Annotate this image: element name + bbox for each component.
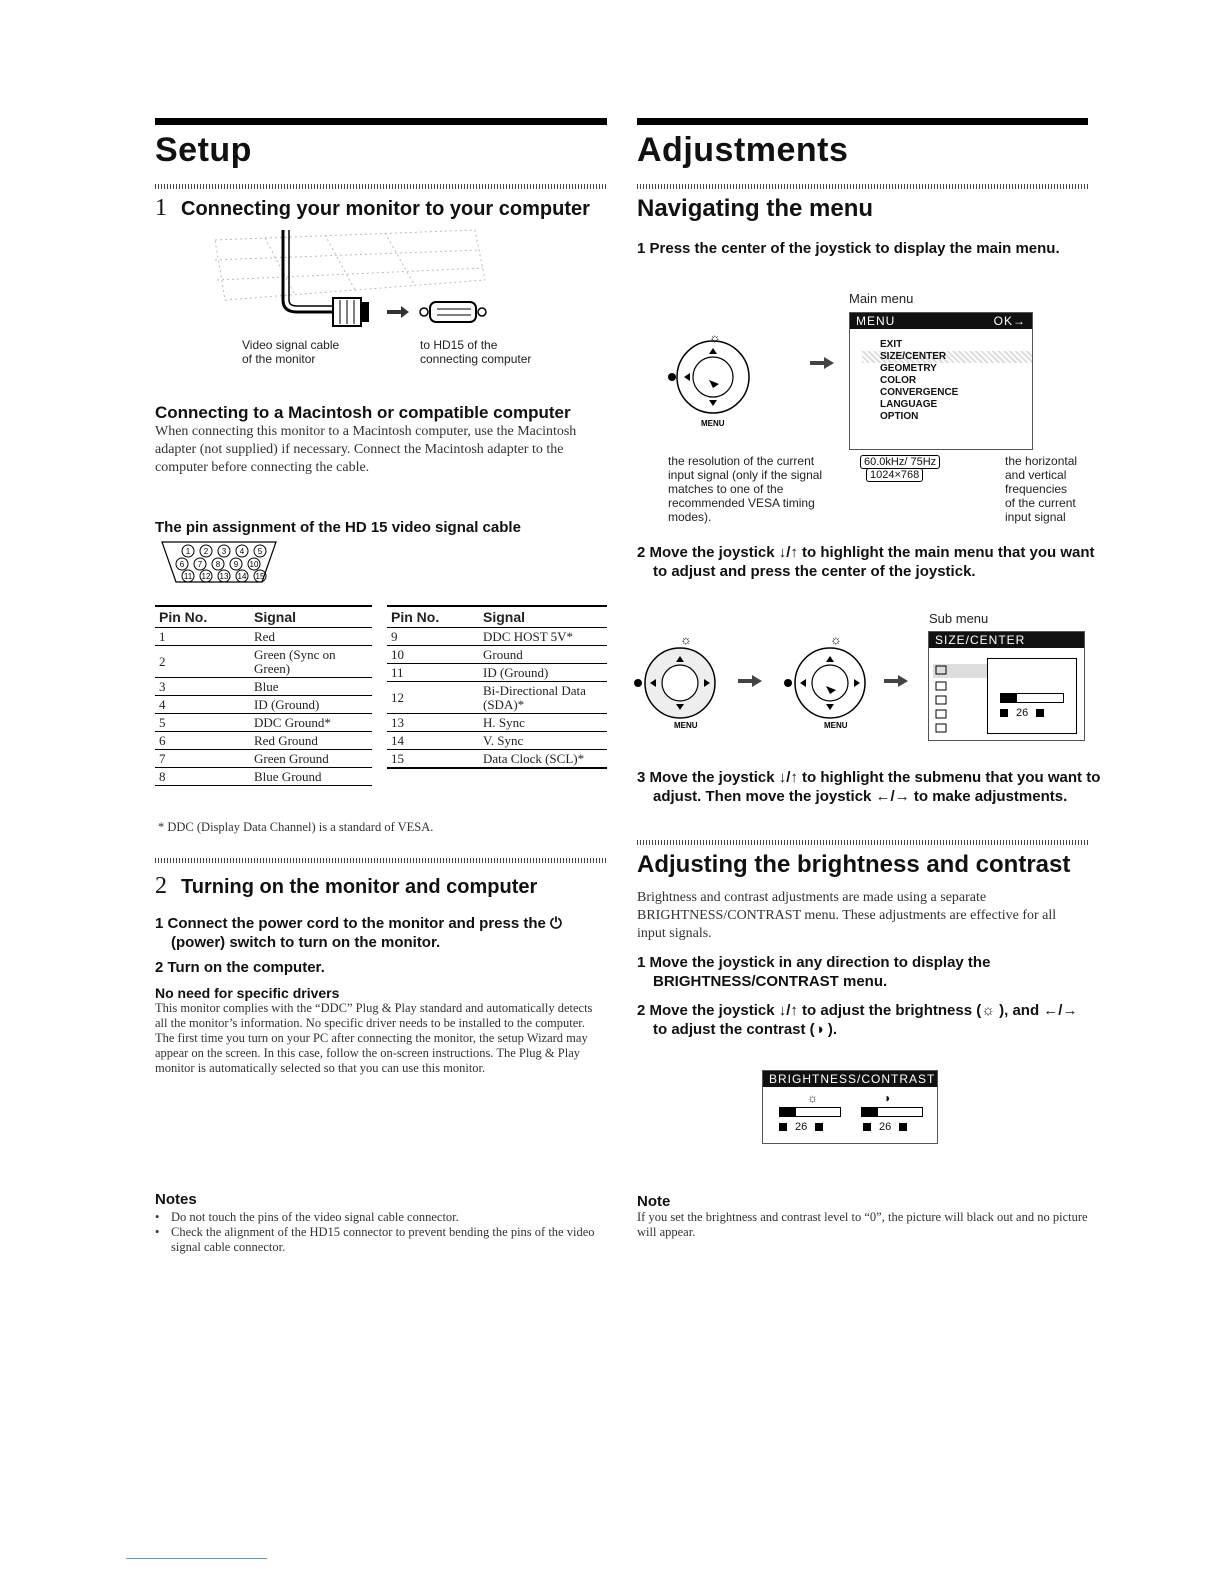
- divider: [637, 184, 1088, 189]
- contrast-value: 26: [879, 1121, 892, 1133]
- nav-step-3: 3 Move the joystick ↓/↑ to highlight the submenu that you want to adjust. Then move the joystick ←/→ to make adjustments.: [637, 769, 1101, 805]
- plus-icon: [1036, 709, 1044, 717]
- drivers-body-1: This monitor complies with the “DDC” Plug & Play standard and automatically detects all the monitor’s information. No specific driver needs to be installed to the computer.: [155, 1001, 593, 1030]
- table-row: 14 V. Sync: [387, 732, 607, 750]
- pin-label: 15: [255, 572, 265, 581]
- size-value-row: [1000, 707, 1044, 719]
- hd15-caption: to HD15 of the connecting computer: [420, 338, 532, 366]
- adjustments-column: [637, 118, 1088, 258]
- section-2-heading: 2 Turning on the monitor and computer: [155, 873, 538, 899]
- brightness-icon: ☼: [807, 1091, 818, 1105]
- note-heading: Note: [637, 1193, 671, 1210]
- pin-label: 6: [179, 560, 185, 569]
- divider: [155, 184, 607, 189]
- brightness-value-row: [779, 1121, 823, 1133]
- table-row: 9 DDC HOST 5V*: [387, 628, 607, 646]
- note-section: [637, 1193, 1088, 1240]
- pin-label: 10: [249, 560, 259, 569]
- svg-text:☼: ☼: [830, 632, 842, 647]
- table-row: 15 Data Clock (SCL)*: [387, 750, 607, 769]
- pin-label: 4: [239, 547, 245, 556]
- svg-text:☼: ☼: [709, 330, 721, 345]
- adjustments-title: Adjustments: [637, 131, 849, 169]
- table-row: 10 Ground: [387, 646, 607, 664]
- notes-heading: Notes: [155, 1191, 197, 1208]
- main-menu-label: Main menu: [849, 291, 914, 306]
- mac-body: When connecting this monitor to a Macintosh computer, use the Macintosh adapter (not supplied) if necessary. Connect the Macintosh adapter to the computer before connecting the cable.: [155, 424, 577, 475]
- computer-on-step: 2 Turn on the computer.: [155, 959, 325, 976]
- navigating-heading: Navigating the menu: [637, 195, 874, 222]
- brightness-body: Brightness and contrast adjustments are made using a separate BRIGHTNESS/CONTRAST menu. These adjustments are effective for all input signals.: [637, 890, 1057, 941]
- setup-column: [155, 118, 607, 222]
- sub-menu-title: SIZE/CENTER: [929, 632, 1084, 648]
- sub-menu-label: Sub menu: [929, 611, 989, 626]
- sub-menu-osd: [928, 631, 1085, 741]
- table-row: 6 Red Ground: [155, 732, 372, 750]
- menu-item-color[interactable]: COLOR: [880, 375, 917, 386]
- arrow-icon: [884, 674, 910, 686]
- contrast-slider[interactable]: [861, 1107, 923, 1117]
- brightness-value: 26: [795, 1121, 808, 1133]
- pin-header: Pin No.: [387, 606, 479, 628]
- divider: [637, 840, 1088, 845]
- table-row: 1 Red: [155, 628, 372, 646]
- pin-table-right: [387, 605, 607, 769]
- section-2: [155, 858, 607, 1076]
- pin-label: 2: [203, 547, 209, 556]
- section-1-heading: 1 Connecting your monitor to your computer: [155, 195, 590, 221]
- pin-assignment-heading: The pin assignment of the HD 15 video signal cable: [155, 519, 521, 536]
- pin-label: 1: [185, 547, 191, 556]
- frequency-annotation: the horizontal and vertical frequencies of the current input signal: [1005, 454, 1078, 524]
- cable-connection-figure: [205, 220, 505, 330]
- pin-label: 7: [197, 560, 203, 569]
- cable-caption: Video signal cable of the monitor: [242, 338, 340, 366]
- signal-header: Signal: [479, 606, 607, 628]
- brightness-slider[interactable]: [779, 1107, 841, 1117]
- arrow-icon: [810, 356, 836, 368]
- table-row: 8 Blue Ground: [155, 768, 372, 786]
- table-row: 3 Blue: [155, 678, 372, 696]
- size-slider[interactable]: [1000, 693, 1064, 703]
- brightness-contrast-osd: [762, 1070, 938, 1144]
- pin-label: 8: [215, 560, 221, 569]
- list-item: • Check the alignment of the HD15 connector to prevent bending the pins of the video signal cable connector.: [155, 1225, 607, 1255]
- joystick-down-figure: [622, 628, 722, 734]
- resolution-annotation: the resolution of the current input signal (only if the signal matches to one of the recommended VESA timing modes).: [668, 454, 823, 524]
- mac-section: [155, 403, 607, 477]
- setup-top-rule: [155, 118, 607, 125]
- minus-icon: [1000, 709, 1008, 717]
- svg-text:☼: ☼: [680, 632, 692, 647]
- menu-item-option[interactable]: OPTION: [880, 411, 919, 422]
- table-row: 7 Green Ground: [155, 750, 372, 768]
- pin-label: 14: [237, 572, 247, 581]
- sub-menu-adjust-panel: [987, 658, 1077, 734]
- pin-label: 9: [233, 560, 239, 569]
- table-row: 12 Bi-Directional Data (SDA)*: [387, 682, 607, 714]
- contrast-icon: ◑: [883, 1091, 891, 1105]
- menu-item-geometry[interactable]: GEOMETRY: [880, 363, 937, 374]
- pin-label: 13: [219, 572, 229, 581]
- plus-icon: [899, 1123, 907, 1131]
- pin-label: 5: [257, 547, 263, 556]
- contrast-value-row: [863, 1121, 907, 1133]
- drivers-body-2: The first time you turn on your PC after connecting the monitor, the setup Wizard may appear on the screen. In this case, follow the on-screen instructions. The Plug & Play monitor is automatically selected so that you can use this monitor.: [155, 1031, 588, 1075]
- menu-item-convergence[interactable]: CONVERGENCE: [880, 387, 959, 398]
- menu-item-size-center[interactable]: SIZE/CENTER: [862, 351, 1032, 363]
- size-value: 26: [1016, 707, 1029, 719]
- nav-step-2: 2 Move the joystick ↓/↑ to highlight the main menu that you want to adjust and press the center of the joystick.: [637, 544, 1095, 580]
- plus-icon: [815, 1123, 823, 1131]
- joystick-menu-label: MENU: [701, 419, 725, 428]
- table-row: 11 ID (Ground): [387, 664, 607, 682]
- table-row: 5 DDC Ground*: [155, 714, 372, 732]
- nav-step-1: 1 Press the center of the joystick to display the main menu.: [637, 240, 1060, 257]
- arrow-icon: [738, 674, 764, 686]
- bc-step-1: 1 Move the joystick in any direction to display the BRIGHTNESS/CONTRAST menu.: [637, 954, 991, 990]
- bc-step-2: 2 Move the joystick ↓/↑ to adjust the brightness (☼ ), and ←/→ to adjust the contrast (◑ ).: [637, 1002, 1078, 1038]
- pin-header: Pin No.: [155, 606, 250, 628]
- setup-title: Setup: [155, 131, 252, 169]
- hd15-connector-pinout: [158, 539, 280, 585]
- brightness-section: [637, 840, 1088, 1039]
- divider: [155, 858, 607, 863]
- brightness-heading: Adjusting the brightness and contrast: [637, 851, 1071, 878]
- list-item: • Do not touch the pins of the video signal cable connector.: [155, 1210, 607, 1225]
- main-menu-items: [850, 329, 1032, 423]
- signal-header: Signal: [250, 606, 372, 628]
- menu-item-exit[interactable]: EXIT: [880, 339, 903, 350]
- drivers-heading: No need for specific drivers: [155, 985, 340, 1001]
- page-edge-mark: [126, 1558, 267, 1559]
- frequency-readout: 60.0kHz/ 75Hz: [860, 455, 940, 469]
- table-row: 13 H. Sync: [387, 714, 607, 732]
- sub-menu-icons: [933, 662, 987, 736]
- table-footnote: * DDC (Display Data Channel) is a standard of VESA.: [158, 820, 434, 834]
- pin-label: 3: [221, 547, 227, 556]
- joystick-menu-label: MENU: [824, 721, 848, 730]
- pin-label: 11: [183, 572, 193, 581]
- menu-item-language[interactable]: LANGUAGE: [880, 399, 938, 410]
- adjustments-top-rule: [637, 118, 1088, 125]
- mac-heading: Connecting to a Macintosh or compatible computer: [155, 403, 571, 422]
- minus-icon: [863, 1123, 871, 1131]
- pin-label: 12: [201, 572, 211, 581]
- bc-menu-title: BRIGHTNESS/CONTRAST: [763, 1071, 937, 1087]
- table-row: 2 Green (Sync on Green): [155, 646, 372, 678]
- minus-icon: [779, 1123, 787, 1131]
- joystick-center-figure: [772, 628, 872, 734]
- pin-table-left: [155, 605, 372, 786]
- main-menu-title-bar: MENU OK→: [850, 313, 1032, 329]
- resolution-readout: 1024×768: [866, 468, 923, 482]
- power-on-step: 1 Connect the power cord to the monitor and press the ⏻ (power) switch to turn on the monitor.: [155, 915, 562, 951]
- notes-section: [155, 1191, 607, 1255]
- joystick-menu-label: MENU: [674, 721, 698, 730]
- table-row: 4 ID (Ground): [155, 696, 372, 714]
- notes-list: [155, 1210, 607, 1255]
- joystick-press-figure: [665, 322, 765, 432]
- main-menu-osd: [849, 312, 1033, 450]
- note-body: If you set the brightness and contrast level to “0”, the picture will black out and no picture will appear.: [637, 1210, 1088, 1239]
